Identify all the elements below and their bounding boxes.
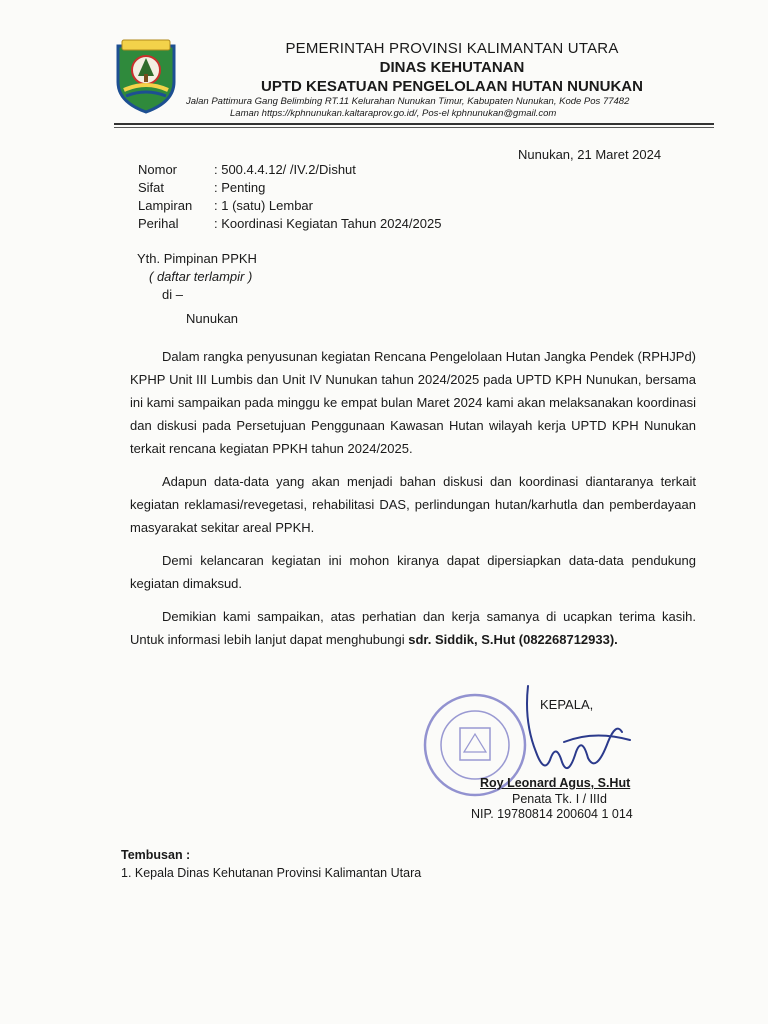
contact-person: sdr. Siddik, S.Hut (082268712933) <box>408 632 615 647</box>
letter-body <box>130 345 696 661</box>
signatory-nip: NIP. 19780814 200604 1 014 <box>471 807 633 821</box>
addressee-at: di – <box>162 287 183 302</box>
letterhead-address-block <box>186 96 706 120</box>
letterhead-contact: Laman https://kphnunukan.kaltaraprov.go.id/, Pos-el kphnunukan@gmail.com <box>230 108 557 119</box>
meta-row-attachment: Lampiran : 1 (satu) Lembar <box>138 198 313 213</box>
letterhead-address: Jalan Pattimura Gang Belimbing RT.11 Kelurahan Nunukan Timur, Kabupaten Nunukan, Kode Pos 77482 <box>186 96 630 107</box>
letterhead-agency: DINAS KEHUTANAN <box>379 59 525 76</box>
signatory-rank: Penata Tk. I / IIId <box>512 792 607 806</box>
addressee-note: ( daftar terlampir ) <box>149 269 253 284</box>
cc-title: Tembusan : <box>121 848 191 862</box>
addressee-to: Yth. Pimpinan PPKH <box>137 251 257 266</box>
cc-item: 1. Kepala Dinas Kehutanan Provinsi Kalimantan Utara <box>121 866 422 880</box>
letterhead <box>178 40 726 96</box>
letter-meta <box>138 161 441 233</box>
letterhead-unit: UPTD KESATUAN PENGELOLAAN HUTAN NUNUKAN <box>261 78 643 95</box>
body-paragraph-3: Demi kelancaran kegiatan ini mohon kiranya dapat dipersiapkan data-data pendukung kegiatan dimaksud. <box>130 553 696 591</box>
addressee-place: Nunukan <box>186 311 239 326</box>
addressee-block <box>137 250 257 328</box>
letter-date: Nunukan, 21 Maret 2024 <box>518 147 662 162</box>
letterhead-divider-thin <box>114 127 714 128</box>
body-paragraph-4: Demikian kami sampaikan, atas perhatian dan kerja samanya di ucapkan terima kasih. Untuk informasi lebih lanjut dapat menghubungi sdr. Siddik, S.Hut (082268712933). <box>130 609 696 647</box>
meta-row-subject: Perihal : Koordinasi Kegiatan Tahun 2024/2025 <box>138 216 442 231</box>
province-emblem-icon <box>114 36 178 114</box>
letterhead-divider-thick <box>114 123 714 125</box>
signatory-name: Roy Leonard Agus, S.Hut <box>480 776 631 790</box>
letterhead-government: PEMERINTAH PROVINSI KALIMANTAN UTARA <box>285 40 619 57</box>
meta-row-number: Nomor : 500.4.4.12/ /IV.2/Dishut <box>138 162 356 177</box>
signature-title: KEPALA, <box>540 697 594 712</box>
body-paragraph-2: Adapun data-data yang akan menjadi bahan diskusi dan koordinasi diantaranya terkait kegiatan reklamasi/revegetasi, rehabilitasi DAS, perlindungan hutan/karhutla dan pemberdayaan masyarakat sekitar areal PPKH. <box>130 474 696 535</box>
meta-row-nature: Sifat : Penting <box>138 180 266 195</box>
body-paragraph-1: Dalam rangka penyusunan kegiatan Rencana Pengelolaan Hutan Jangka Pendek (RPHJPd) KPHP Unit III Lumbis dan Unit IV Nunukan tahun 2024/2025 pada UPTD KPH Nunukan, bersama ini kami sampaikan pada minggu ke empat bulan Maret 2024 kami akan melaksanakan koordinasi dan diskusi pada Persetujuan Penggunaan Kawasan Hutan wilayah kerja UPTD KPH Nunukan terkait rencana kegiatan PPKH tahun 2024/2025. <box>130 349 696 456</box>
